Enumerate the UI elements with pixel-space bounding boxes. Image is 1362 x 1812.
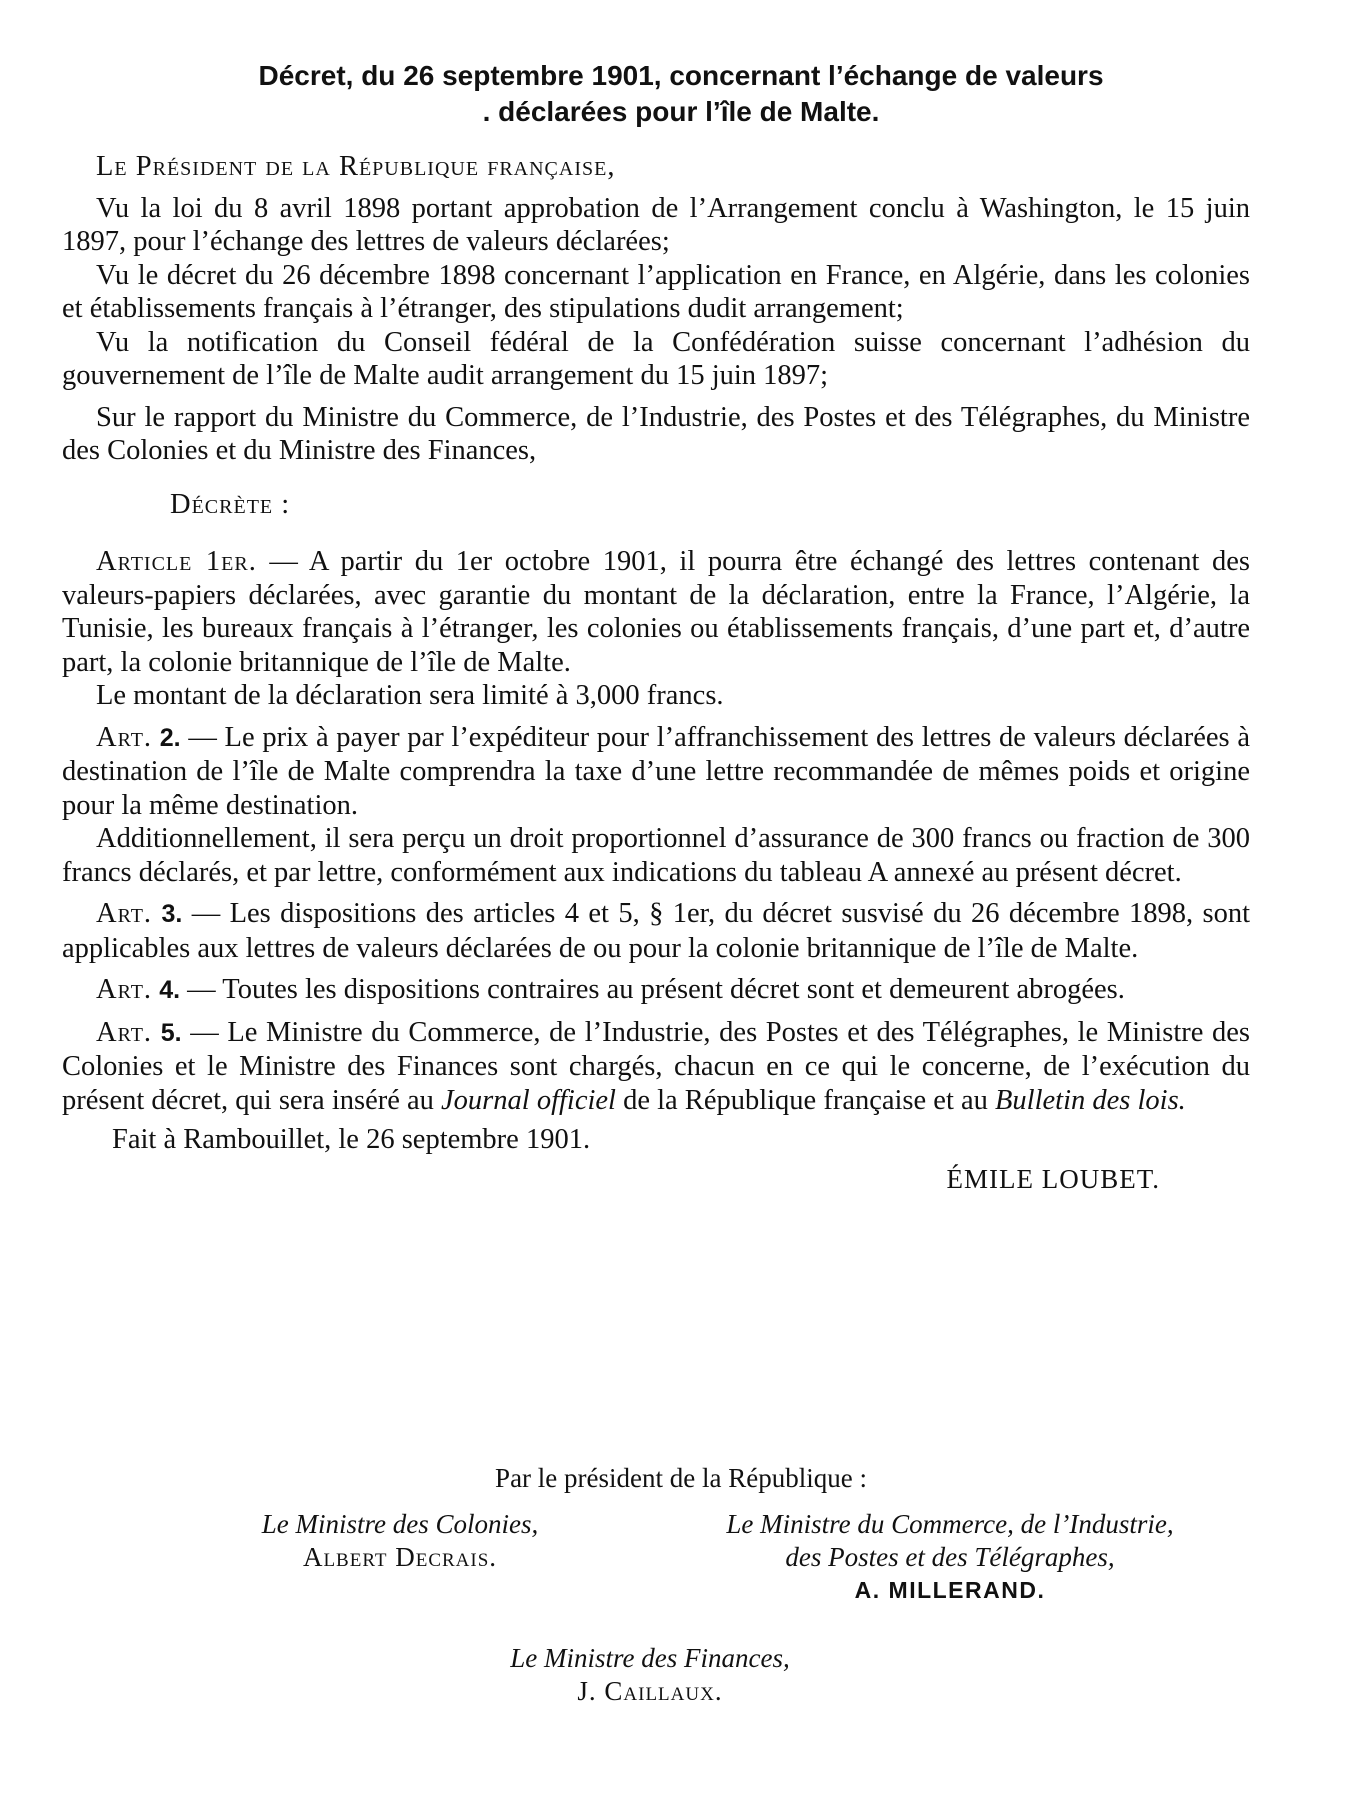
article-1-paragraph-2: Le montant de la déclaration sera limité à 3,000 francs. [96, 680, 724, 711]
article-3 [62, 897, 1250, 965]
decree-body [62, 150, 1250, 1196]
article-2 [62, 721, 1250, 823]
visa-notification: Vu la notification du Conseil fédéral de la Confédération suisse concernant l’adhésion du gouvernement de l’île de Malte audit arrangement du 15 juin 1897; [62, 326, 1250, 391]
article-4 [62, 973, 1250, 1008]
journal-officiel-ref: Journal officiel [441, 1084, 616, 1116]
article-2-label: Art. [96, 721, 153, 753]
article-5 [62, 1016, 1250, 1118]
article-5-text-a: — Le Ministre du Commerce, de l’Industrie, des Postes et des Télégraphes, le Ministre des Colonies et le Ministre des Finances sont chargés, chacun en ce qui le concerne, de l’exécution du présent décret, qui sera inséré au [62, 1016, 1250, 1116]
article-5-text-b: de la République française et au [615, 1084, 996, 1116]
president-heading: Le Président de la République française, [96, 151, 616, 182]
article-1 [62, 545, 1250, 679]
signature-commerce [640, 1508, 1260, 1607]
commerce-role-1: Le Ministre du Commerce, de l’Industrie, [726, 1509, 1174, 1539]
decrete-heading: Décrète : [170, 488, 291, 520]
commerce-role-2: des Postes et des Télégraphes, [785, 1542, 1115, 1572]
article-5-number: 5. [160, 1018, 182, 1047]
article-5-label: Art. [96, 1016, 153, 1048]
article-3-number: 3. [161, 900, 183, 928]
signature-finances [430, 1642, 870, 1708]
rapport-paragraph: Sur le rapport du Ministre du Commerce, de l’Industrie, des Postes et des Télégraphes, du Ministre des Colonies et du Ministre des Finances, [62, 401, 1250, 466]
article-1-label: Article 1er. [96, 546, 257, 577]
article-4-label: Art. [96, 974, 153, 1005]
fait-a-line: Fait à Rambouillet, le 26 septembre 1901. [112, 1124, 591, 1155]
title-line-2: . déclarées pour l’île de Malte. [482, 96, 880, 127]
commerce-name: A. MILLERAND. [854, 1577, 1046, 1603]
article-4-text: — Toutes les dispositions contraires au présent décret sont et demeurent abrogées. [180, 974, 1125, 1005]
par-le-president: Par le président de la République : [495, 1463, 867, 1493]
article-3-label: Art. [96, 898, 153, 929]
article-4-number: 4. [159, 976, 181, 1004]
article-1-text: — A partir du 1er octobre 1901, il pourra être échangé des lettres contenant des valeurs-papiers déclarées, avec garantie du montant de la déclaration, entre la France, l’Algérie, la Tunisie, les bureaux français à l’étranger, les colonies ou établissements français, d’une part et, d’autre part, la colonie britannique de l’île de Malte. [62, 546, 1250, 678]
colonies-role: Le Ministre des Colonies, [261, 1509, 539, 1539]
bulletin-des-lois-ref: Bulletin des lois. [995, 1084, 1186, 1116]
ministers-signatures [0, 1462, 1362, 1706]
article-2-paragraph-2: Additionnellement, il sera perçu un droit proportionnel d’assurance de 300 francs ou fraction de 300 francs déclarés, et par lettre, conformément aux indications du tableau A annexé au présent décret. [62, 823, 1250, 888]
article-2-number: 2. [159, 723, 181, 752]
signature-colonies [190, 1508, 610, 1574]
decree-title [0, 58, 1362, 130]
president-signature: ÉMILE LOUBET. [946, 1163, 1160, 1194]
title-line-1: Décret, du 26 septembre 1901, concernant l’échange de valeurs [258, 60, 1104, 91]
article-2-text: — Le prix à payer par l’expéditeur pour l’affranchissement des lettres de valeurs déclarées à destination de l’île de Malte comprendra la taxe d’une lettre recommandée de mêmes poids et origine pour la même destination. [62, 721, 1251, 821]
visa-loi: Vu la loi du 8 avril 1898 portant approbation de l’Arrangement conclu à Washington, le 15 juin 1897, pour l’échange des lettres de valeurs déclarées; [62, 192, 1250, 257]
article-3-text: — Les dispositions des articles 4 et 5, § 1er, du décret susvisé du 26 décembre 1898, sont applicables aux lettres de valeurs déclarées de ou pour la colonie britannique de l’île de Malte. [62, 898, 1251, 964]
finances-role: Le Ministre des Finances, [510, 1643, 790, 1673]
finances-name: J. Caillaux. [577, 1676, 723, 1706]
colonies-name: Albert Decrais. [302, 1542, 498, 1572]
visa-decret: Vu le décret du 26 décembre 1898 concernant l’application en France, en Algérie, dans les colonies et établissements français à l’étranger, des stipulations dudit arrangement; [62, 259, 1250, 324]
